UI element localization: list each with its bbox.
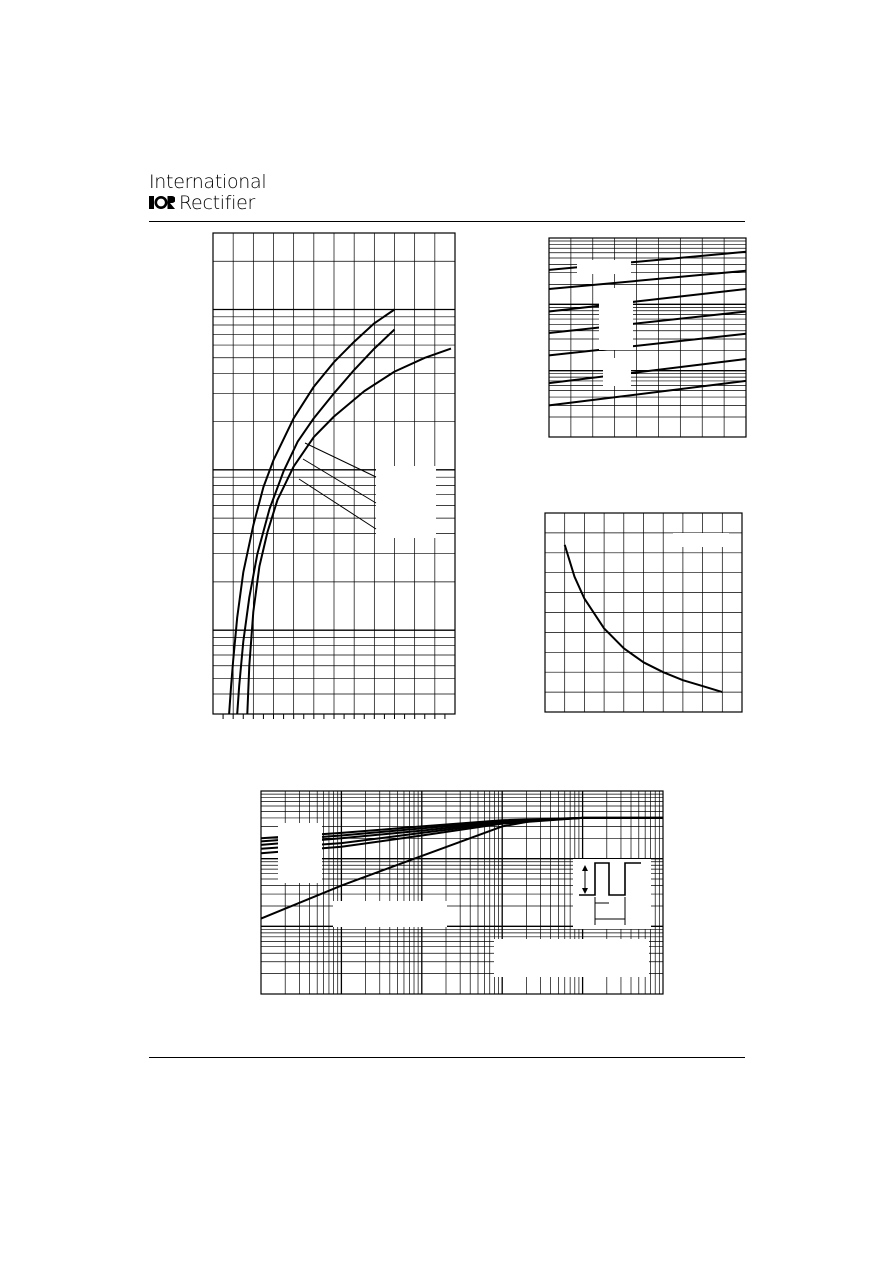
blank-label-box-2 bbox=[599, 288, 633, 350]
brand-name-line2: Rectifier bbox=[179, 192, 255, 214]
blank-label-box-1 bbox=[278, 823, 322, 883]
ior-logo-mark-icon bbox=[149, 196, 175, 209]
blank-label-box-1 bbox=[376, 466, 436, 538]
blank-label-box-1 bbox=[577, 260, 631, 274]
footer-rule bbox=[149, 1057, 745, 1058]
leader-line-1 bbox=[305, 443, 376, 477]
brand-name-line1: International bbox=[149, 171, 267, 193]
blank-label-box-2 bbox=[333, 901, 447, 927]
chart-mid-right bbox=[545, 513, 742, 712]
blank-label-box-3 bbox=[494, 939, 649, 977]
company-logo bbox=[149, 172, 266, 214]
header-rule bbox=[149, 221, 745, 222]
series-3-line bbox=[549, 289, 746, 312]
series-7-line bbox=[549, 381, 746, 406]
blank-label-box-1 bbox=[673, 533, 729, 547]
series-1-line bbox=[229, 310, 394, 715]
blank-label-box-3 bbox=[603, 358, 631, 386]
chart-left bbox=[213, 233, 455, 714]
series-5-line bbox=[549, 334, 746, 356]
chart-top-right bbox=[549, 238, 746, 437]
chart-bottom bbox=[261, 791, 663, 994]
leader-line-3 bbox=[299, 479, 376, 529]
